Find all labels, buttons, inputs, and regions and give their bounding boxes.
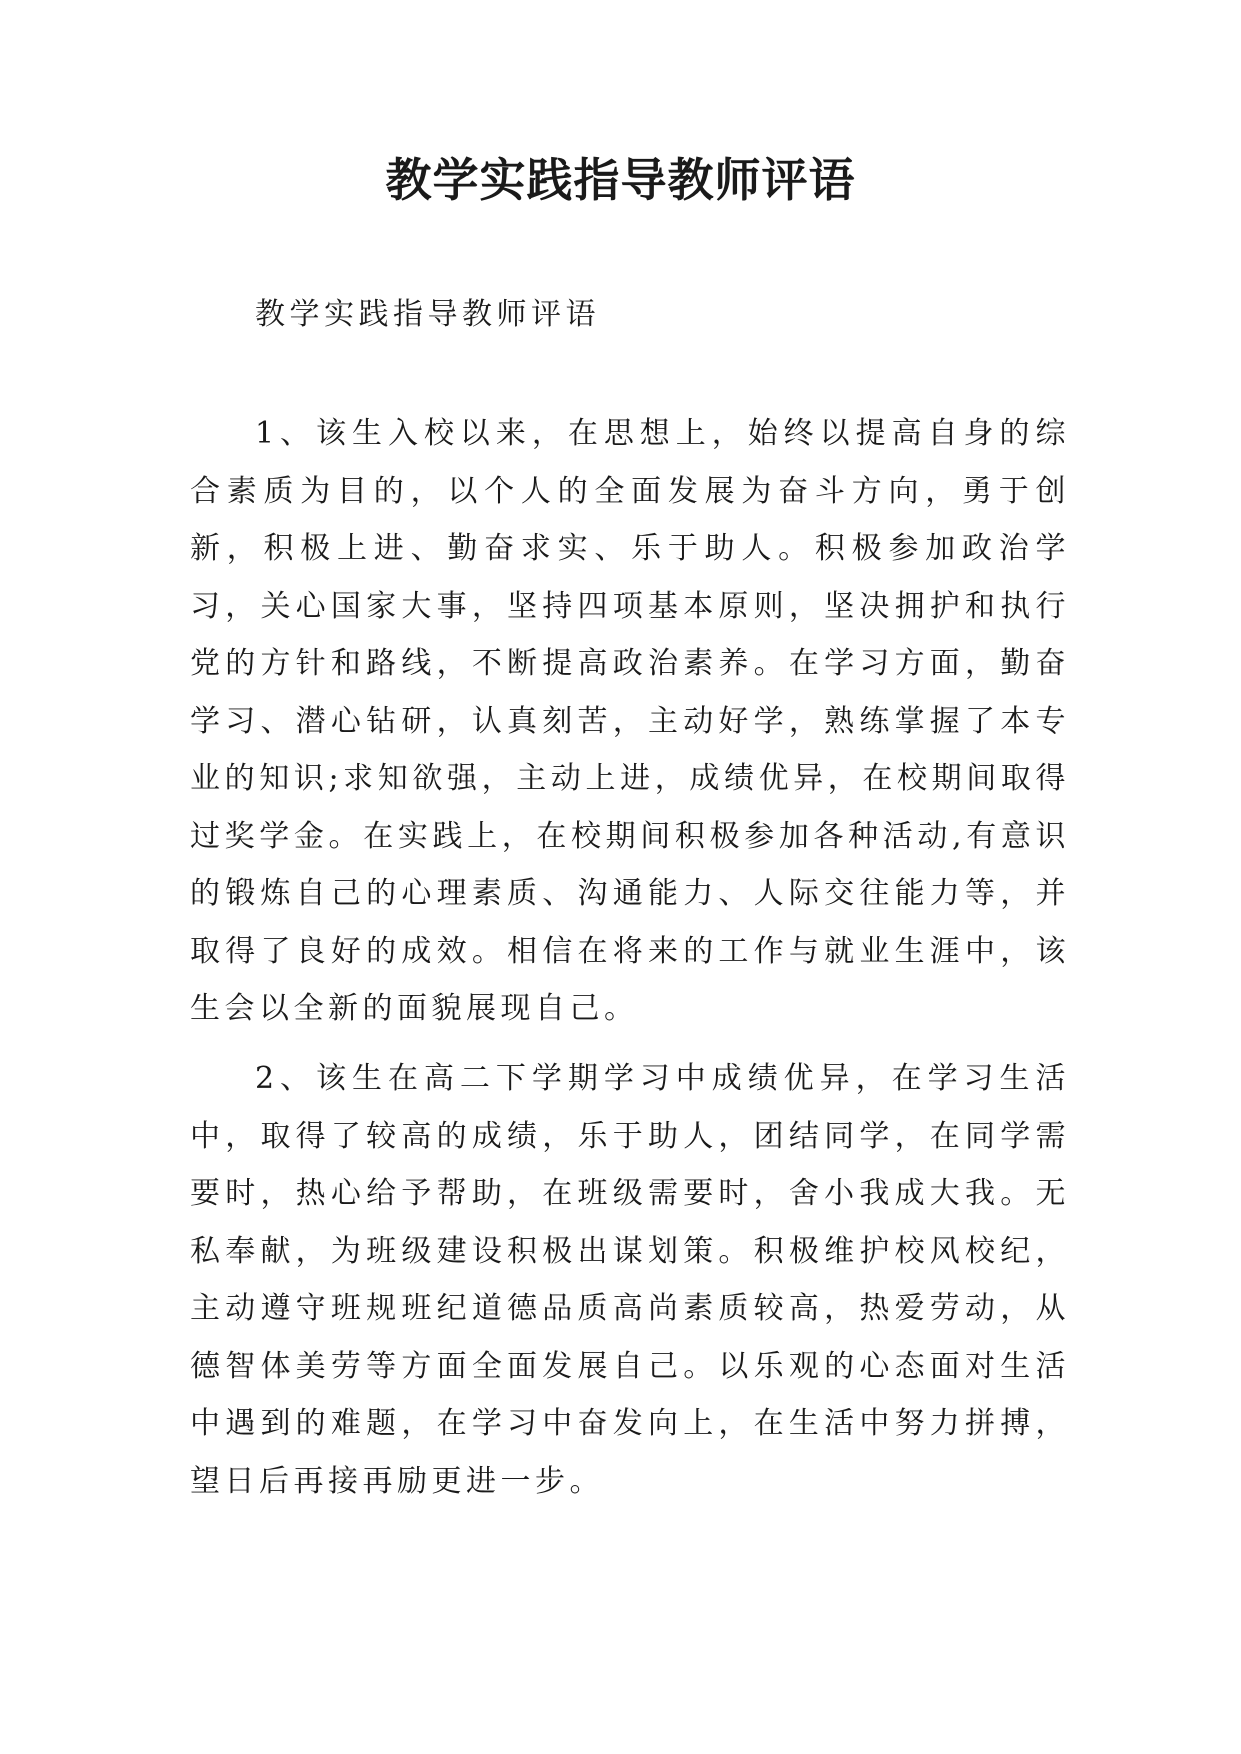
paragraph-2: 2、该生在高二下学期学习中成绩优异，在学习生活中，取得了较高的成绩，乐于助人，团结同学，在同学需要时，热心给予帮助，在班级需要时，舍小我成大我。无私奉献，为班级建设积极出谋划策。积极维护校风校纪，主动遵守班规班纪道德品质高尚素质较高，热爱劳动，从德智体美劳等方面全面发展自己。以乐观的心态面对生活中遇到的难题，在学习中奋发向上，在生活中努力拼搏，望日后再接再励更进一步。 [190, 1061, 1070, 1499]
document-subtitle: 教学实践指导教师评语 [255, 297, 600, 332]
document-title: 教学实践指导教师评语 [385, 153, 856, 207]
paragraph-1: 1、该生入校以来，在思想上，始终以提高自身的综合素质为目的，以个人的全面发展为奋斗方向，勇于创新，积极上进、勤奋求实、乐于助人。积极参加政治学习，关心国家大事，坚持四项基本原则，坚决拥护和执行党的方针和路线，不断提高政治素养。在学习方面，勤奋学习、潜心钻研，认真刻苦，主动好学，熟练掌握了本专业的知识;求知欲强，主动上进，成绩优异，在校期间取得过奖学金。在实践上，在校期间积极参加各种活动,有意识的锻炼自己的心理素质、沟通能力、人际交往能力等，并取得了良好的成效。相信在将来的工作与就业生涯中，该生会以全新的面貌展现自己。 [190, 416, 1070, 1026]
